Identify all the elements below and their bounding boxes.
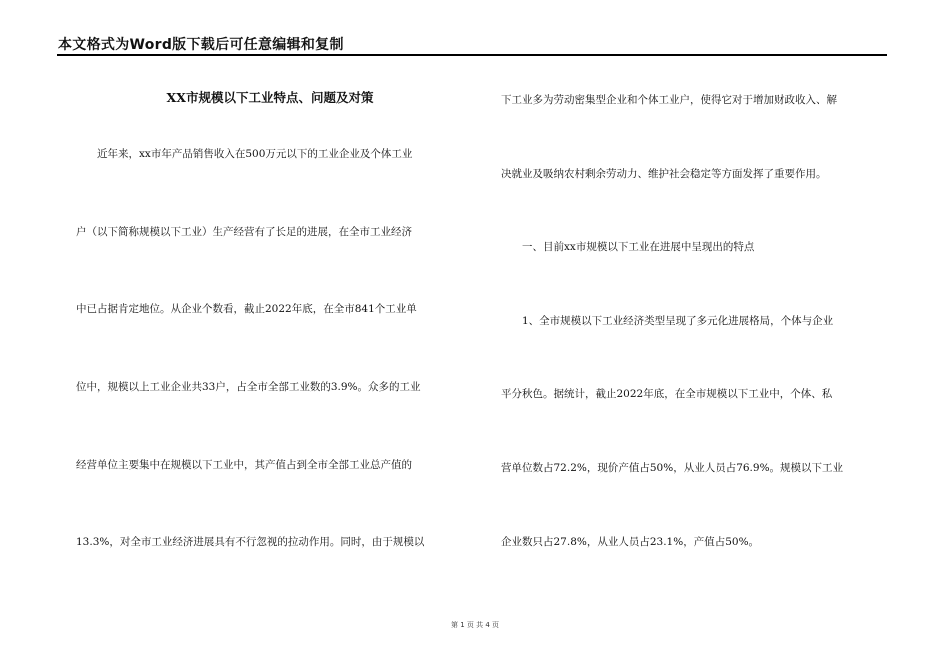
paragraph-line: 下工业多为劳动密集型企业和个体工业户，使得它对于增加财政收入、解: [501, 94, 837, 106]
right-column: [501, 90, 891, 607]
section-heading: 一、目前xx市规模以下工业在进展中呈现出的特点: [522, 241, 755, 254]
paragraph-line: 企业数只占27.8%，从业人员占23.1%，产值占50%。: [501, 535, 760, 548]
header-divider: [57, 54, 887, 56]
paragraph-line: 1、全市规模以下工业经济类型呈现了多元化进展格局，个体与企业: [522, 314, 834, 327]
paragraph-line: 位中，规模以上工业企业共33户，占全市全部工业数的3.9%。众多的工业: [76, 381, 421, 394]
paragraph-line: 中已占据肯定地位。从企业个数看，截止2022年底，在全市841个工业单: [76, 303, 417, 316]
document-header-title: 本文格式为Word版下载后可任意编辑和复制: [58, 37, 344, 53]
paragraph-line: 营单位数占72.2%，现价产值占50%，从业人员占76.9%。规模以下工业: [501, 461, 844, 474]
paragraph-line: 决就业及吸纳农村剩余劳动力、维护社会稳定等方面发挥了重要作用。: [501, 167, 827, 180]
paragraph-line: 户（以下简称规模以下工业）生产经营有了长足的进展，在全市工业经济: [76, 225, 412, 238]
paragraph-line: 近年来，xx市年产品销售收入在500万元以下的工业企业及个体工业: [97, 148, 413, 160]
document-title: XX市规模以下工业特点、问题及对策: [166, 90, 374, 105]
left-column: [76, 90, 464, 612]
paragraph-line: 平分秋色。据统计，截止2022年底，在全市规模以下工业中，个体、私: [501, 388, 833, 401]
page-number: 第 1 页 共 4 页: [450, 621, 500, 629]
paragraph-line: 13.3%，对全市工业经济进展具有不行忽视的拉动作用。同时，由于规模以: [76, 536, 425, 549]
paragraph-line: 经营单位主要集中在规模以下工业中，其产值占到全市全部工业总产值的: [76, 458, 412, 471]
